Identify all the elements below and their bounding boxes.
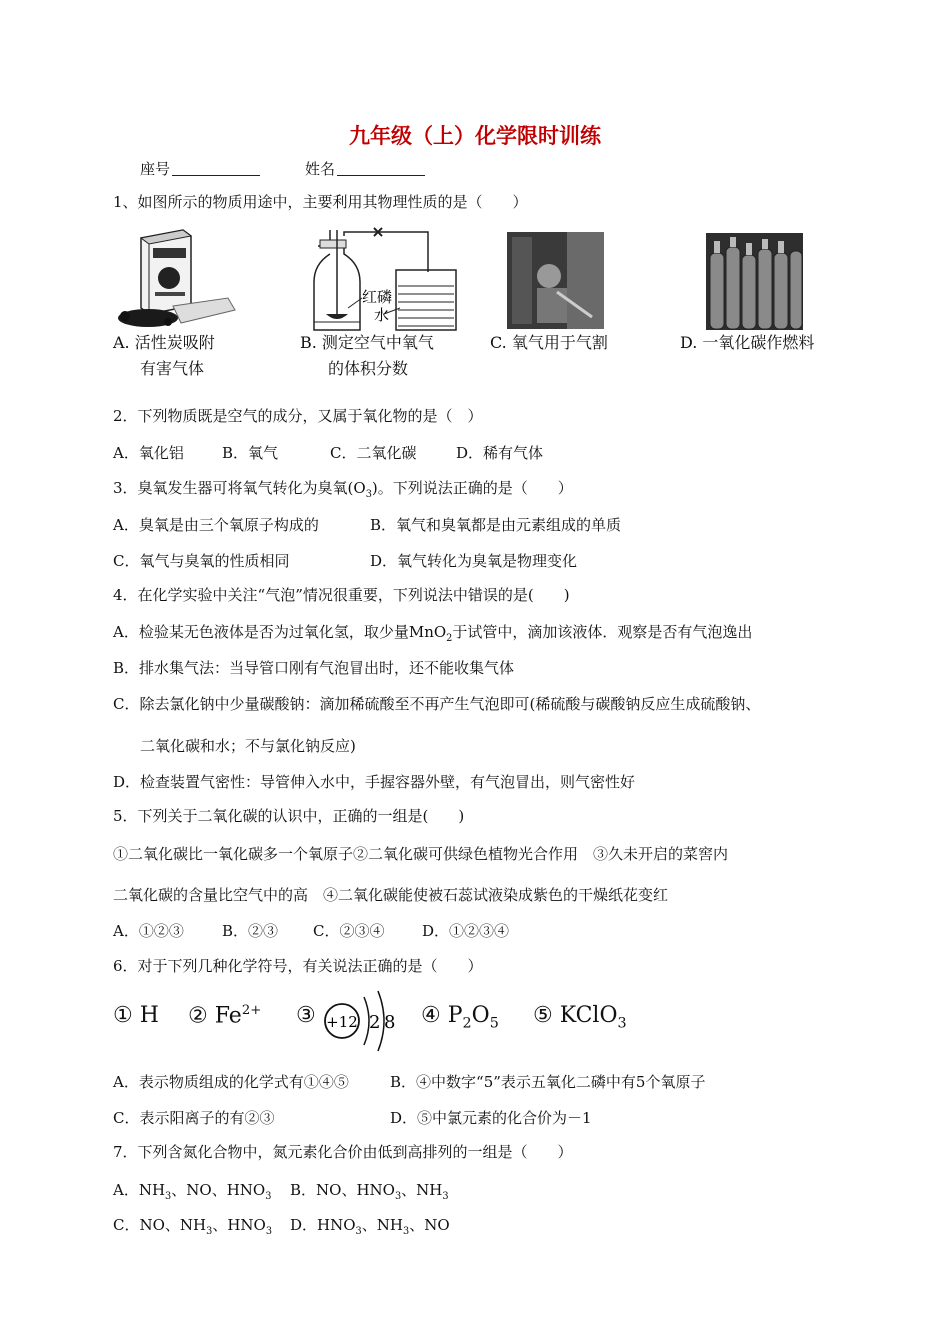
question-4-option-a[interactable]: A．检验某无色液体是否为过氧化氢，取少量MnO$_2$于试管中，滴加该液体．观察是否有气泡逸出 [113,623,753,644]
question-3-option-a[interactable]: A．臭氧是由三个氧原子构成的 [113,516,319,534]
water-label: 水 [374,306,390,324]
question-4-option-c-line1[interactable]: C．除去氯化钠中少量碳酸钠：滴加稀硫酸至不再产生气泡即可(稀硫酸与碳酸钠反应生成硫酸钠、 [113,695,761,713]
caption-b-line1: B. 测定空气中氧气 [300,333,434,352]
student-name-field[interactable] [305,158,425,179]
symbol-2: ② $Fe^{2+}$ [188,1003,262,1029]
question-2-option-c[interactable]: C．二氧化碳 [330,444,417,462]
oxygen-volume-apparatus-figure [300,222,465,337]
caption-b-line2: 的体积分数 [328,359,409,378]
question-2-stem: 2．下列物质既是空气的成分，又属于氧化物的是（ ） [113,407,483,425]
question-3-option-d[interactable]: D．氧气转化为臭氧是物理变化 [370,552,578,570]
question-4-option-d[interactable]: D．检查装置气密性：导管伸入水中，手握容器外壁，有气泡冒出，则气密性好 [113,773,636,791]
question-4-stem: 4．在化学实验中关注“气泡”情况很重要，下列说法中错误的是( ) [113,586,570,604]
question-7-option-a[interactable]: A．$NH_3$、NO、$HNO_3$ [113,1181,272,1202]
oxygen-gas-cutting-photo [507,232,604,329]
question-5-option-a[interactable]: A．①②③ [113,922,184,940]
caption-c: C. 氧气用于气割 [490,333,608,352]
question-5-stem: 5．下列关于二氧化碳的认识中，正确的一组是( ) [113,807,465,825]
electron-shell-2: 8 [384,1012,396,1033]
caption-a-line1: A. 活性炭吸附 [113,333,215,352]
page-title: 九年级（上）化学限时训练 [349,124,601,148]
question-7-stem: 7．下列含氮化合物中，氮元素化合价由低到高排列的一组是（ ） [113,1143,573,1161]
question-3-option-c[interactable]: C．氧气与臭氧的性质相同 [113,552,290,570]
question-2-option-d[interactable]: D．稀有气体 [456,444,544,462]
magnesium-atom-structure-diagram [320,985,400,1057]
symbol-1: ① H [113,1003,159,1028]
symbol-3-prefix: ③ [296,1003,316,1028]
electron-shell-1: 2 [369,1012,381,1033]
seat-number-field[interactable] [140,158,260,179]
question-6-option-d[interactable]: D．⑤中氯元素的化合价为－1 [390,1109,592,1127]
question-7-option-b[interactable]: B．NO、$HNO_3$、$NH_3$ [290,1181,449,1202]
nucleus-charge: +12 [326,1013,358,1031]
activated-carbon-figure [113,228,238,333]
question-6-option-a[interactable]: A．表示物质组成的化学式有①④⑤ [113,1073,349,1091]
question-3-stem: 3．臭氧发生器可将氧气转化为臭氧$(O_3)$。下列说法正确的是（ ） [113,479,573,500]
question-5-option-b[interactable]: B．②③ [222,922,279,940]
symbol-5: ⑤ KClO$_3$ [533,1003,627,1032]
seat-number-label: 座号 [140,160,171,178]
question-6-option-c[interactable]: C．表示阳离子的有②③ [113,1109,275,1127]
red-phosphorus-label: 红磷 [362,288,393,306]
student-name-blank[interactable] [337,161,425,176]
question-2-option-a[interactable]: A．氧化铝 [113,444,184,462]
question-5-option-c[interactable]: C．②③④ [313,922,385,940]
question-5-statement-line2: 二氧化碳的含量比空气中的高 ④二氧化碳能使被石蕊试液染成紫色的干燥纸花变红 [113,886,669,904]
symbol-4: ④ $P_2O_5$ [421,1003,499,1032]
question-5-statement-line1: ①二氧化碳比一氧化碳多一个氧原子②二氧化碳可供绿色植物光合作用 ③久未开启的菜窖内 [113,845,729,863]
question-5-option-d[interactable]: D．①②③④ [422,922,510,940]
question-7-option-d[interactable]: D．$HNO_3$、$NH_3$、NO [290,1216,450,1237]
question-2-option-b[interactable]: B．氧气 [222,444,279,462]
question-4-option-c-line2: 二氧化碳和水；不与氯化钠反应) [140,737,356,755]
gas-cylinders-photo [706,233,803,330]
question-6-stem: 6．对于下列几种化学符号，有关说法正确的是（ ） [113,957,483,975]
student-name-label: 姓名 [305,160,336,178]
question-7-option-c[interactable]: C．NO、$NH_3$、$HNO_3$ [113,1216,273,1237]
question-1-stem: 1、如图所示的物质用途中，主要利用其物理性质的是（ ） [113,193,528,211]
question-6-option-b[interactable]: B．④中数字“5”表示五氧化二磷中有5个氧原子 [390,1073,706,1091]
caption-a-line2: 有害气体 [140,359,205,378]
question-3-option-b[interactable]: B．氧气和臭氧都是由元素组成的单质 [370,516,622,534]
caption-d: D. 一氧化碳作燃料 [680,333,815,352]
question-4-option-b[interactable]: B．排水集气法：当导管口刚有气泡冒出时，还不能收集气体 [113,659,515,677]
seat-number-blank[interactable] [172,161,260,176]
